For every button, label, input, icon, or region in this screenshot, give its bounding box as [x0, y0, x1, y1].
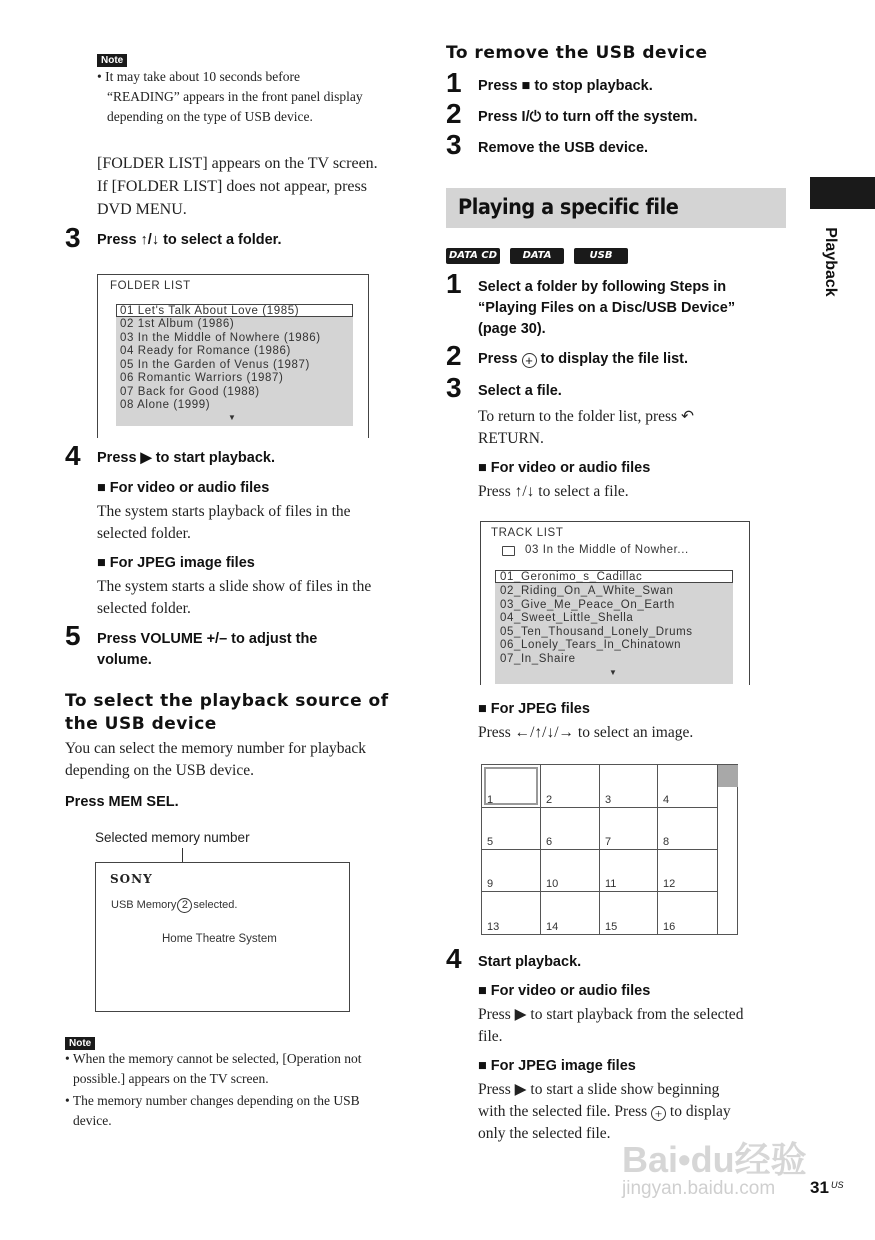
body-line: Press ▶ to start playback from the selected: [478, 1006, 744, 1023]
note-line: • It may take about 10 seconds before: [97, 69, 301, 84]
step-number: 4: [446, 943, 462, 974]
folder-item[interactable]: 07 Back for Good (1988): [120, 385, 260, 398]
folder-item[interactable]: 02 1st Album (1986): [120, 318, 235, 330]
body-line: The system starts a slide show of files in the: [97, 578, 372, 595]
section-title: Playing a specific file: [458, 195, 679, 219]
sony-logo: SONY: [110, 872, 153, 886]
side-tab: [816, 220, 840, 310]
thumbnail-cell-selected[interactable]: [482, 765, 541, 808]
page-number: 31: [810, 1178, 829, 1197]
intro-text: [97, 152, 417, 221]
press-mem-sel: Press MEM SEL.: [65, 794, 179, 810]
body-line: selected folder.: [97, 525, 191, 542]
step-text-part: Press: [478, 351, 518, 367]
track-item[interactable]: 02_Riding_On_A_White_Swan: [500, 585, 674, 597]
note-block-1: [97, 50, 127, 68]
track-listbox: [495, 570, 733, 684]
badge-data-cd: DATA CD: [446, 248, 500, 264]
track-folder-name: 03 In the Middle of Nowher...: [525, 544, 689, 556]
scroll-down-icon[interactable]: ▼: [609, 668, 618, 677]
track-list-title: TRACK LIST: [491, 527, 564, 539]
step-line: Press VOLUME +/– to adjust the: [97, 631, 318, 647]
note-line: device.: [73, 1113, 112, 1128]
remove-usb-heading: To remove the USB device: [446, 43, 708, 63]
callout-label: Selected memory number: [95, 830, 250, 845]
body-line: Press ▶ to start a slide show beginning: [478, 1081, 720, 1098]
body-line: RETURN.: [478, 430, 544, 447]
thumbnail-cell[interactable]: [658, 850, 717, 892]
heading-line: the USB device: [65, 714, 217, 734]
step-text: Press ▶ to start playback.: [97, 450, 275, 466]
step-text: Select a file.: [478, 383, 562, 399]
cell-number: 7: [605, 836, 612, 848]
body-line: selected folder.: [97, 600, 191, 617]
scroll-down-icon[interactable]: ▼: [228, 413, 237, 422]
side-tab-label: Playback: [822, 227, 839, 297]
body-line: file.: [478, 1028, 503, 1045]
body-line: only the selected file.: [478, 1125, 611, 1142]
note-line: depending on the type of USB device.: [107, 109, 313, 124]
thumbnail-cell[interactable]: [600, 765, 658, 808]
enter-plus-icon: +: [522, 353, 537, 368]
thumbnail-cell[interactable]: [600, 808, 658, 850]
body-text: Press ↑/↓ to select a file.: [478, 483, 629, 500]
cell-number: 16: [663, 921, 676, 933]
body-line: [478, 1101, 798, 1123]
thumbnail-cell[interactable]: [482, 892, 541, 934]
step-text-part: to display the file list.: [540, 351, 689, 367]
subhead-jpeg: ■ For JPEG image files: [97, 555, 255, 571]
track-list-screen: [480, 521, 750, 685]
step-text: Press ■ to stop playback.: [478, 78, 653, 94]
intro-line: If [FOLDER LIST] does not appear, press: [97, 178, 367, 195]
heading-line: To select the playback source of: [65, 691, 389, 711]
badge-usb: USB: [574, 248, 628, 264]
cell-number: 1: [487, 794, 494, 806]
intro-line: DVD MENU.: [97, 201, 187, 218]
body-text-part: with the selected file. Press: [478, 1103, 648, 1120]
body-line: You can select the memory number for playback: [65, 740, 367, 757]
note-tag: Note: [65, 1037, 95, 1050]
step-number: 5: [65, 620, 81, 651]
step-text: [97, 629, 317, 671]
body-text-part: to display: [669, 1103, 731, 1120]
usb-memory-message: [111, 898, 237, 913]
track-item-selected[interactable]: 01_Geronimo_s_Cadillac: [495, 570, 733, 583]
body-line: depending on the USB device.: [65, 762, 254, 779]
thumbnail-cell[interactable]: [541, 765, 600, 808]
thumbnail-cell[interactable]: [658, 765, 717, 808]
folder-item-selected[interactable]: 01 Let's Talk About Love (1985): [116, 304, 353, 317]
step-number: 1: [446, 268, 462, 299]
cell-number: 6: [546, 836, 553, 848]
folder-item[interactable]: 05 In the Garden of Venus (1987): [120, 358, 310, 371]
step-text: Start playback.: [478, 954, 582, 970]
scrollbar-thumb[interactable]: [718, 765, 738, 787]
step-number: 2: [446, 98, 462, 129]
body-line: The system starts playback of files in the: [97, 503, 351, 520]
body-line: To return to the folder list, press ↶: [478, 408, 694, 425]
cell-number: 3: [605, 794, 612, 806]
subhead-jpeg: ■ For JPEG image files: [478, 1058, 636, 1074]
cell-number: 5: [487, 836, 494, 848]
page-suffix: US: [831, 1180, 844, 1190]
thumbnail-cell[interactable]: [541, 850, 600, 892]
track-item[interactable]: 04_Sweet_Little_Shella: [500, 612, 634, 624]
step-line: volume.: [97, 652, 152, 668]
track-item[interactable]: 07_In_Shaire: [500, 652, 576, 665]
scrollbar-divider: [717, 765, 718, 935]
note-text-2: [65, 1049, 415, 1131]
folder-list-title: FOLDER LIST: [110, 280, 191, 292]
cell-number: 11: [605, 878, 617, 890]
step-text: [478, 277, 788, 340]
note-line: possible.] appears on the TV screen.: [73, 1071, 269, 1086]
folder-item[interactable]: 04 Ready for Romance (1986): [120, 345, 291, 357]
cell-number: 14: [546, 921, 559, 933]
step-number: 3: [446, 372, 462, 403]
cell-number: 9: [487, 878, 494, 890]
step-number: 1: [446, 67, 462, 98]
folder-item[interactable]: 03 In the Middle of Nowhere (1986): [120, 331, 321, 344]
step-number: 4: [65, 440, 81, 471]
step-number: 3: [446, 129, 462, 160]
track-item[interactable]: 06_Lonely_Tears_In_Chinatown: [500, 639, 682, 651]
step-text: [478, 349, 688, 370]
body-text: [478, 406, 788, 450]
note-line: “READING” appears in the front panel display: [107, 89, 363, 104]
enter-plus-icon: +: [651, 1106, 666, 1121]
thumbnail-cell[interactable]: [658, 808, 717, 850]
thumbnail-cell[interactable]: [541, 808, 600, 850]
thumbnail-cell[interactable]: [482, 850, 541, 892]
jpeg-thumbnail-grid: [481, 764, 738, 935]
subhead-jpeg: ■ For JPEG files: [478, 701, 590, 717]
body-text: [478, 1004, 798, 1048]
thumbnail-cell[interactable]: [482, 808, 541, 850]
folder-list-screen: [97, 274, 369, 438]
thumbnail-cell[interactable]: [658, 892, 717, 934]
badge-data-dvd: DATA DVD: [510, 248, 564, 264]
step-text: Remove the USB device.: [478, 140, 649, 156]
msg-text: selected.: [193, 899, 238, 911]
msg-text: USB Memory: [111, 899, 177, 911]
track-item[interactable]: 03_Give_Me_Peace_On_Earth: [500, 598, 675, 611]
thumbnail-cell[interactable]: [600, 892, 658, 934]
step-text: Press ↑/↓ to select a folder.: [97, 232, 282, 248]
sony-screen: [95, 862, 350, 1012]
track-item[interactable]: 05_Ten_Thousand_Lonely_Drums: [500, 625, 693, 638]
step-number: 2: [446, 340, 462, 371]
thumbnail-cell[interactable]: [541, 892, 600, 934]
subhead-video-audio: ■ For video or audio files: [478, 460, 651, 476]
cell-number: 8: [663, 836, 670, 848]
body-text: [97, 501, 417, 545]
home-theatre-label: Home Theatre System: [162, 933, 277, 945]
body-text: Press ←/↑/↓/→ to select an image.: [478, 724, 694, 741]
folder-item[interactable]: 06 Romantic Warriors (1987): [120, 372, 284, 384]
subhead-video-audio: ■ For video or audio files: [478, 983, 651, 999]
note-text-1: [97, 67, 417, 127]
section-heading-select-source: [65, 690, 415, 736]
step-text: Press I/⏻ to turn off the system.: [478, 109, 698, 125]
cell-number: 12: [663, 878, 676, 890]
memory-number-circle: 2: [177, 898, 192, 913]
body-text: [97, 576, 417, 620]
thumbnail-cell[interactable]: [600, 850, 658, 892]
step-line: Select a folder by following Steps in: [478, 279, 727, 295]
step-line: (page 30).: [478, 321, 546, 337]
cell-number: 2: [546, 794, 553, 806]
intro-line: [FOLDER LIST] appears on the TV screen.: [97, 155, 378, 172]
note-tag: Note: [97, 54, 127, 67]
folder-listbox: [116, 304, 353, 426]
cell-number: 4: [663, 794, 670, 806]
note-line: • When the memory cannot be selected, [Operation not: [65, 1051, 362, 1066]
cell-number: 15: [605, 921, 618, 933]
side-tab-marker: [810, 177, 875, 209]
body-text: [65, 738, 415, 782]
subhead-video-audio: ■ For video or audio files: [97, 480, 270, 496]
section-title-bar: [446, 188, 786, 228]
note-line: • The memory number changes depending on the USB: [65, 1093, 360, 1108]
cell-number: 13: [487, 921, 500, 933]
folder-icon: [502, 546, 515, 556]
watermark-logo: Bai•du经验: [622, 1139, 807, 1180]
watermark-url: jingyan.baidu.com: [622, 1178, 776, 1199]
step-number: 3: [65, 222, 81, 253]
cell-number: 10: [546, 878, 559, 890]
step-line: “Playing Files on a Disc/USB Device”: [478, 300, 736, 316]
folder-item[interactable]: 08 Alone (1999): [120, 399, 211, 411]
